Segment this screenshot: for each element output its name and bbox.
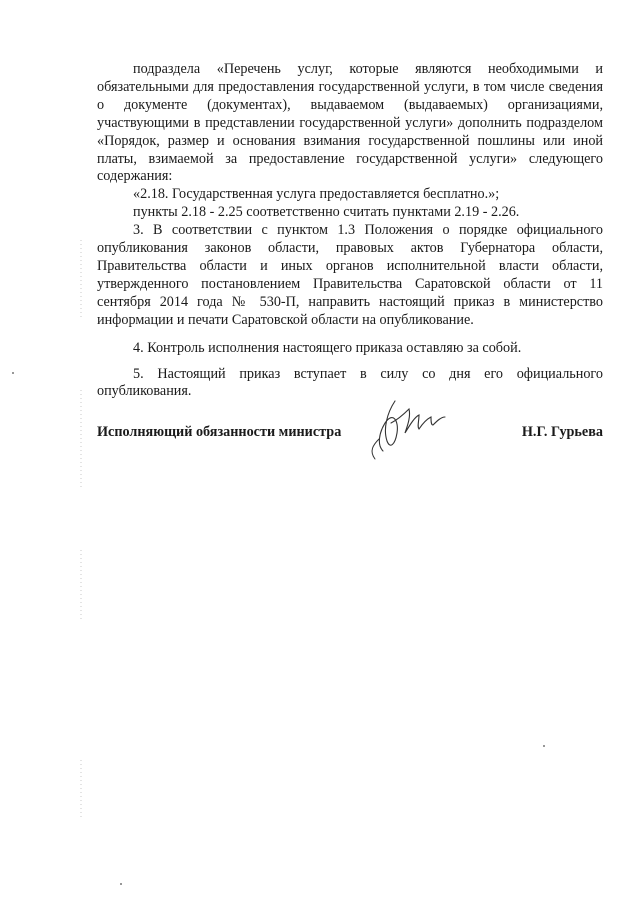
document-body [97,61,603,401]
signatory-position: Исполняющий обязанности министра [97,424,342,440]
stray-mark [543,745,545,747]
signatory-name: Н.Г. Гурьева [521,424,603,440]
paragraph-item-3: 3. В соответствии с пунктом 1.3 Положения о порядке официального опубликования законов области, правовых актов Губернатора области, Правительства области и иных органов исполнительной власти области, утвержденного постановлением Правительства Саратовской области от 11 сентября 2014 года № 530-П, направить настоящий приказ в министерство информации и печати Саратовской области на опубликование. [97,222,603,328]
stray-mark [120,883,122,885]
paragraph-renumbering: пункты 2.18 - 2.25 соответственно считать пунктами 2.19 - 2.26. [133,204,520,221]
paragraph-item-4: 4. Контроль исполнения настоящего приказа оставляю за собой. [133,339,522,356]
margin-binding-marks [78,240,84,840]
paragraph-item-5: 5. Настоящий приказ вступает в силу со дня его официального опубликования. [97,365,603,400]
stray-mark [12,372,14,374]
handwritten-signature [365,393,455,463]
paragraph-continuation: подраздела «Перечень услуг, которые являются необходимыми и обязательными для предоставления государственной услуги, в том числе сведения о документе (документах), выдаваемом (выдаваемых) организациями, участвующими в представлении государственной услуги» дополнить подразделом «Порядок, размер и основания взимания государственной пошлины или иной платы, взимаемой за предоставление государственной услуги» следующего содержания: [97,61,603,185]
paragraph-quote-2-18: «2.18. Государственная услуга предоставляется бесплатно.»; [133,186,500,203]
signature-block [97,424,603,448]
